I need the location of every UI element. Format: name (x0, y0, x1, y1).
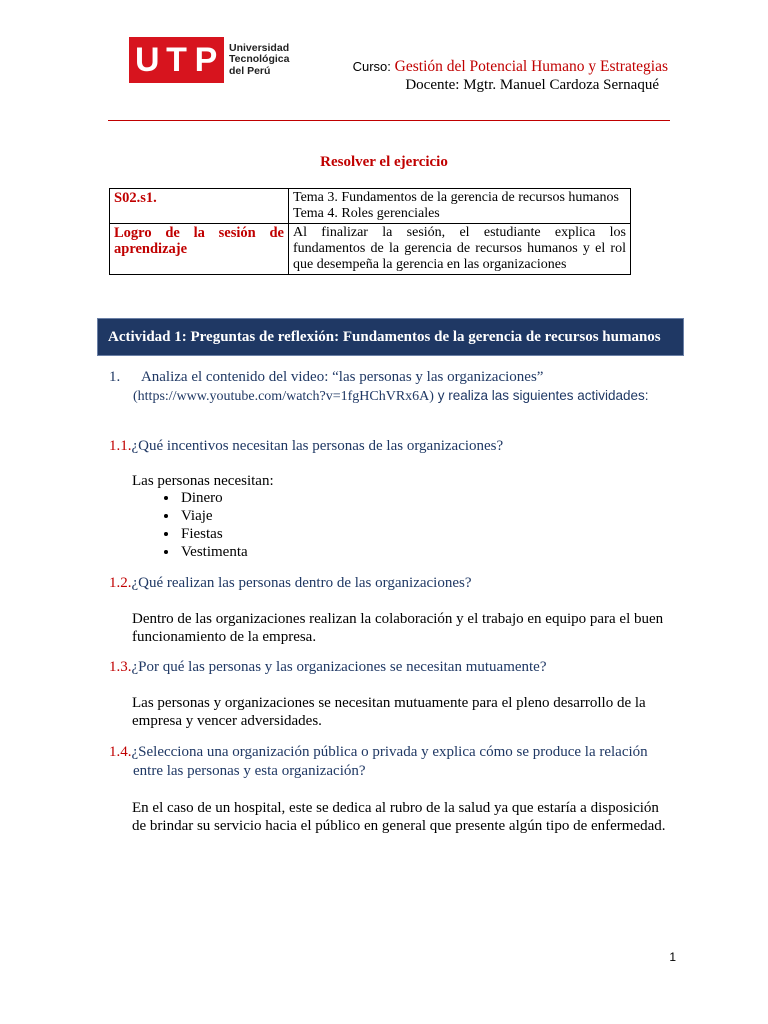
list-item: • Fiestas (179, 525, 248, 543)
incentives-list (133, 489, 248, 561)
question-1-4 (109, 744, 648, 761)
activity-heading: Actividad 1: Preguntas de reflexión: Fundamentos de la gerencia de recursos humanos (97, 318, 684, 356)
item-1 (109, 369, 543, 386)
item-number: 1. (109, 369, 121, 385)
utp-logo (129, 37, 289, 83)
utp-logo-mark (129, 37, 224, 83)
exercise-title: Resolver el ejercicio (320, 154, 448, 170)
logo-letter: U (135, 40, 160, 79)
question-text: ¿Qué realizan las personas dentro de las organizaciones? (131, 575, 472, 591)
question-text: ¿Selecciona una organización pública o privada y explica cómo se produce la relación (131, 744, 648, 760)
question-1-1 (109, 438, 503, 455)
header-divider (108, 120, 670, 121)
course-line (353, 58, 668, 76)
learning-outcome-text: Al finalizar la sesión, el estudiante explica los fundamentos de la gerencia de recursos humanos y el rol que desempeña la gerencia en las organizaciones (289, 224, 631, 275)
question-1-2 (109, 575, 472, 592)
session-code: S02.s1. (110, 189, 289, 224)
answer-text: En el caso de un hospital, este se dedica al rubro de la salud ya que estaría a disposición de brindar su servicio hacia el público en general que presente algún tipo de enfermedad. (132, 800, 666, 834)
answer-text: Dentro de las organizaciones realizan la colaboración y el trabajo en equipo para el buen funcionamiento de la empresa. (132, 611, 664, 645)
question-text: ¿Por qué las personas y las organizaciones se necesitan mutuamente? (131, 659, 547, 675)
topic-1: Tema 3. Fundamentos de la gerencia de recursos humanos (293, 190, 619, 205)
question-number: 1.3. (109, 659, 132, 675)
item-text: Analiza el contenido del video: (140, 369, 333, 385)
table-row (110, 224, 631, 275)
session-info-table (109, 188, 631, 275)
answer-intro: Las personas necesitan: (132, 473, 274, 489)
topic-2: Tema 4. Roles gerenciales (293, 206, 440, 221)
list-item: • Vestimenta (179, 543, 248, 561)
course-name: Gestión del Potencial Humano y Estrategias (394, 58, 668, 75)
question-number: 1.2. (109, 575, 132, 591)
teacher-line: Docente: Mgtr. Manuel Cardoza Sernaqué (405, 77, 659, 93)
session-topics (289, 189, 631, 224)
logo-letter: P (194, 40, 218, 79)
question-number: 1.4. (109, 744, 132, 760)
learning-outcome-label: Logro de la sesión de aprendizaje (110, 224, 289, 275)
question-number: 1.1. (109, 438, 132, 454)
item-text-continued: y realiza las siguientes actividades: (433, 388, 649, 403)
video-title: “las personas y las organizaciones” (332, 369, 544, 385)
item-1-url-line (133, 388, 649, 405)
university-name: Universidad Tecnológica del Perú (229, 41, 290, 77)
logo-letter: T (166, 40, 187, 79)
list-item: • Viaje (179, 507, 248, 525)
question-1-3 (109, 659, 547, 676)
question-text: ¿Qué incentivos necesitan las personas de las organizaciones? (131, 438, 504, 454)
page-number: 1 (669, 950, 676, 964)
question-text: entre las personas y esta organización? (133, 763, 366, 779)
course-label: Curso: (352, 59, 391, 74)
table-row (110, 189, 631, 224)
video-url-link[interactable]: (https://www.youtube.com/watch?v=1fgHChVRx6A) (133, 389, 434, 404)
answer-text: Las personas y organizaciones se necesitan mutuamente para el pleno desarrollo de la empresa y vencer adversidades. (132, 695, 646, 729)
list-item: • Dinero (179, 489, 248, 507)
question-1-4-continued (133, 763, 366, 780)
